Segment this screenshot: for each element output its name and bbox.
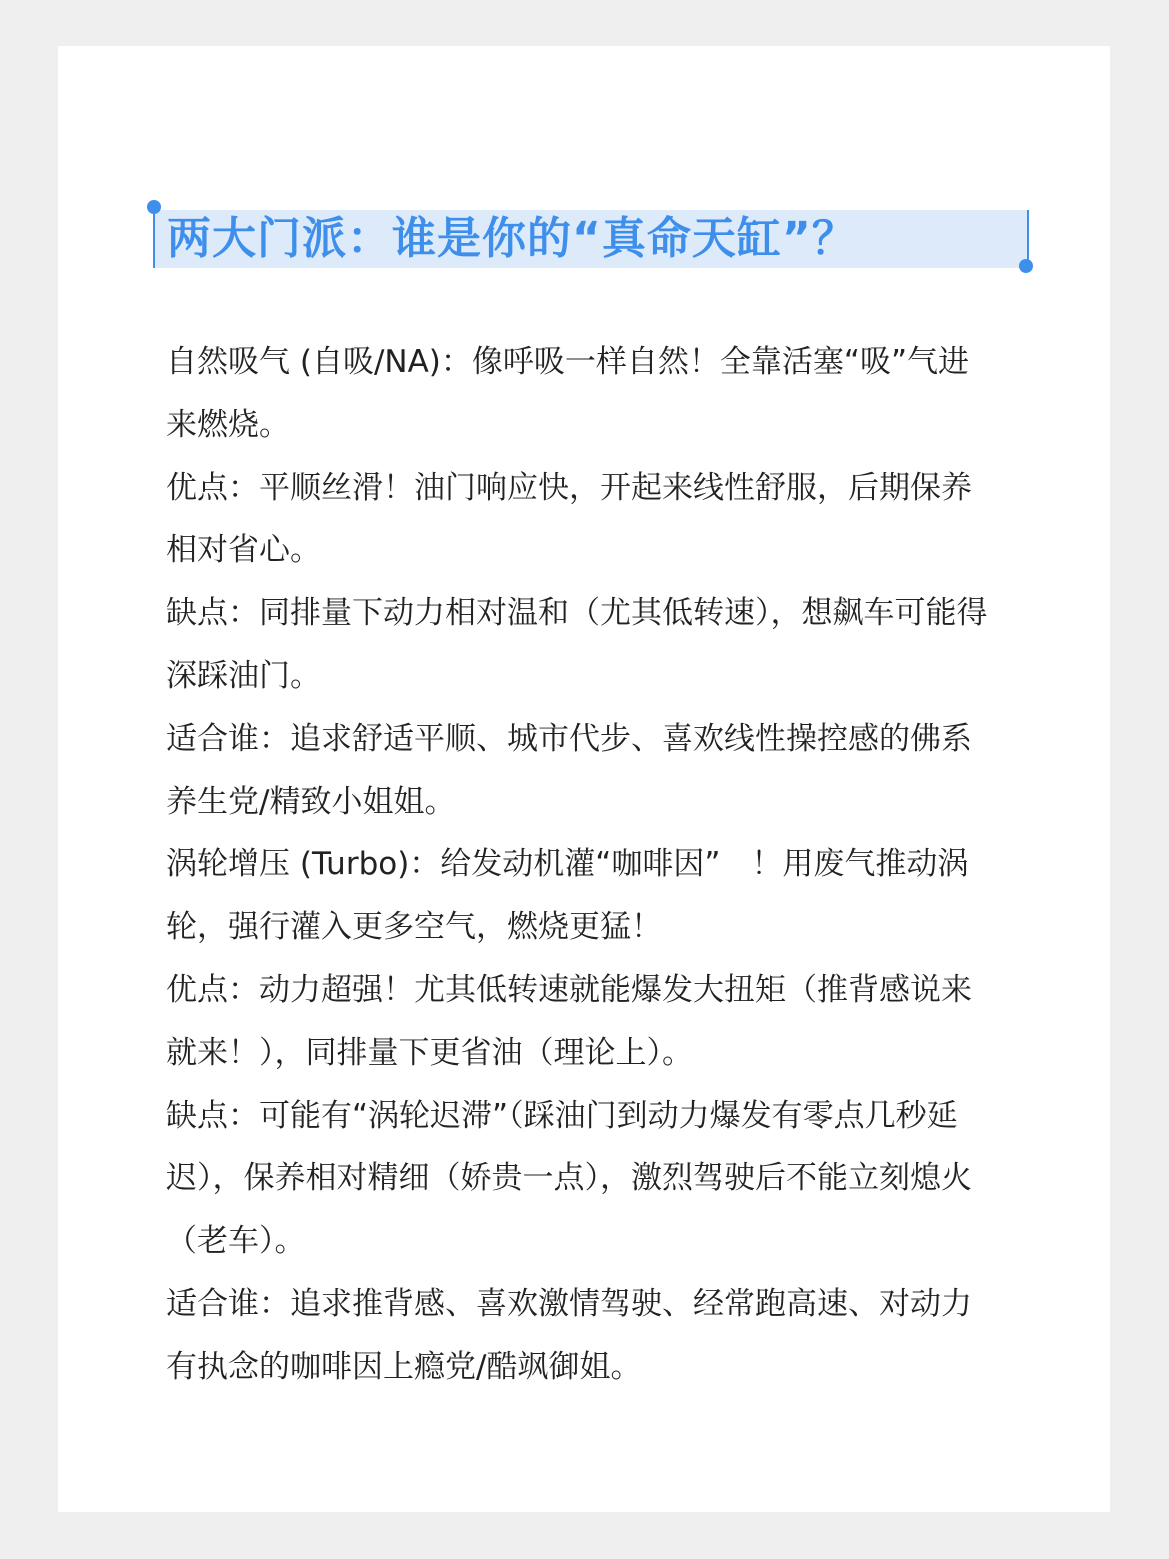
section-title: 两大门派：谁是你的“真命天缸”？ xyxy=(167,213,857,264)
paragraph-turbo-intro: 涡轮增压 (Turbo)：给发动机灌“咖啡因” ！用废气推动涡轮，强行灌入更多空气，燃烧更猛！ xyxy=(166,846,969,946)
article-card xyxy=(58,46,1110,1512)
section-heading xyxy=(155,210,1027,268)
heading-corner-line-right xyxy=(1027,210,1029,262)
paragraph-na-cons: 缺点：同排量下动力相对温和（尤其低转速），想飙车可能得深踩油门。 xyxy=(166,595,988,694)
heading-corner-dot-bottom-right xyxy=(1019,259,1033,273)
paragraph-turbo-audience: 适合谁：追求推背感、喜欢激情驾驶、经常跑高速、对动力有执念的咖啡因上瘾党/酷飒御姐。 xyxy=(166,1285,972,1385)
paragraph-na-pros: 优点：平顺丝滑！油门响应快，开起来线性舒服，后期保养相对省心。 xyxy=(166,469,972,569)
paragraph-na-audience: 适合谁：追求舒适平顺、城市代步、喜欢线性操控感的佛系养生党/精致小姐姐。 xyxy=(166,720,972,820)
heading-corner-line-left xyxy=(153,210,155,268)
paragraph-turbo-pros: 优点：动力超强！尤其低转速就能爆发大扭矩（推背感说来就来！），同排量下更省油（理论上）。 xyxy=(166,971,972,1071)
article-body xyxy=(166,331,996,1399)
paragraph-turbo-cons: 缺点：可能有“涡轮迟滞”（踩油门到动力爆发有零点几秒延迟），保养相对精细（娇贵一点），激烈驾驶后不能立刻熄火（老车）。 xyxy=(166,1097,972,1260)
paragraph-na-intro: 自然吸气 (自吸/NA)：像呼吸一样自然！全靠活塞“吸”气进来燃烧。 xyxy=(166,344,970,443)
